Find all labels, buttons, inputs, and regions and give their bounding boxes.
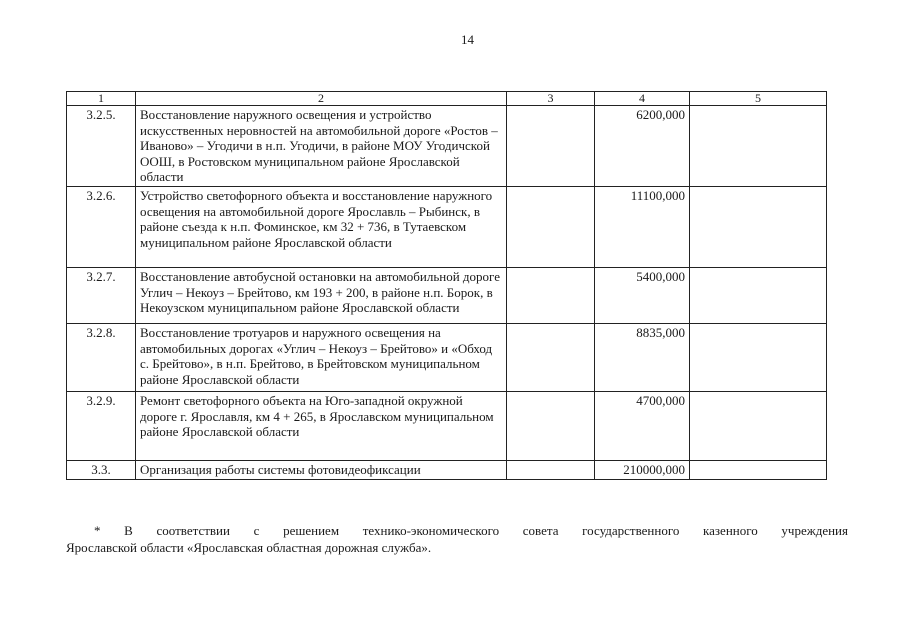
table-row [67, 392, 827, 461]
footnote-line-1: * В соответствии с решением технико-экономического совета государственного казенного учреждения [94, 523, 848, 538]
row-col5 [690, 106, 827, 187]
row-amount: 11100,000 [595, 187, 690, 268]
row-number: 3.2.5. [67, 106, 136, 187]
row-col3 [507, 187, 595, 268]
row-col5 [690, 187, 827, 268]
row-description: Ремонт светофорного объекта на Юго-западной окружной дороге г. Ярославля, км 4 + 265, в Ярославском муниципальном районе Ярославской области [136, 392, 507, 461]
footnote [66, 522, 848, 556]
row-col3 [507, 324, 595, 392]
table-row [67, 461, 827, 480]
row-number: 3.3. [67, 461, 136, 480]
column-header-1: 1 [67, 92, 136, 106]
row-number: 3.2.6. [67, 187, 136, 268]
row-amount: 6200,000 [595, 106, 690, 187]
row-col5 [690, 461, 827, 480]
row-amount: 4700,000 [595, 392, 690, 461]
row-description: Восстановление наружного освещения и устройство искусственных неровностей на автомобильной дороге «Ростов – Иваново» – Угодичи в н.п. Угодичи, в районе МОУ Угодичской ООШ, в Ростовском муниципальном районе Ярославской области [136, 106, 507, 187]
column-header-2: 2 [136, 92, 507, 106]
row-col5 [690, 324, 827, 392]
column-header-5: 5 [690, 92, 827, 106]
row-col3 [507, 106, 595, 187]
table-row [67, 106, 827, 187]
column-header-3: 3 [507, 92, 595, 106]
page-number: 14 [461, 32, 474, 47]
row-description: Организация работы системы фотовидеофиксации [136, 461, 507, 480]
budget-table [66, 91, 827, 480]
column-header-4: 4 [595, 92, 690, 106]
row-description: Восстановление автобусной остановки на автомобильной дороге Углич – Некоуз – Брейтово, км 193 + 200, в районе н.п. Борок, в Некоузском муниципальном районе Ярославской области [136, 268, 507, 324]
table-row [67, 324, 827, 392]
row-number: 3.2.9. [67, 392, 136, 461]
row-col5 [690, 392, 827, 461]
row-col3 [507, 392, 595, 461]
table-row [67, 268, 827, 324]
footnote-line-2: Ярославской области «Ярославская областная дорожная служба». [66, 540, 432, 555]
table-header-row [67, 92, 827, 106]
row-amount: 210000,000 [595, 461, 690, 480]
row-col5 [690, 268, 827, 324]
row-number: 3.2.7. [67, 268, 136, 324]
row-description: Устройство светофорного объекта и восстановление наружного освещения на автомобильной дороге Ярославль – Рыбинск, в районе съезда к н.п. Фоминское, км 32 + 736, в Тутаевском муниципальном районе Ярославской области [136, 187, 507, 268]
table-row [67, 187, 827, 268]
row-number: 3.2.8. [67, 324, 136, 392]
row-col3 [507, 461, 595, 480]
row-col3 [507, 268, 595, 324]
row-amount: 5400,000 [595, 268, 690, 324]
row-description: Восстановление тротуаров и наружного освещения на автомобильных дорогах «Углич – Некоуз – Брейтово» и «Обход с. Брейтово», в н.п. Брейтово, в Брейтовском муниципальном районе Ярославской области [136, 324, 507, 392]
row-amount: 8835,000 [595, 324, 690, 392]
